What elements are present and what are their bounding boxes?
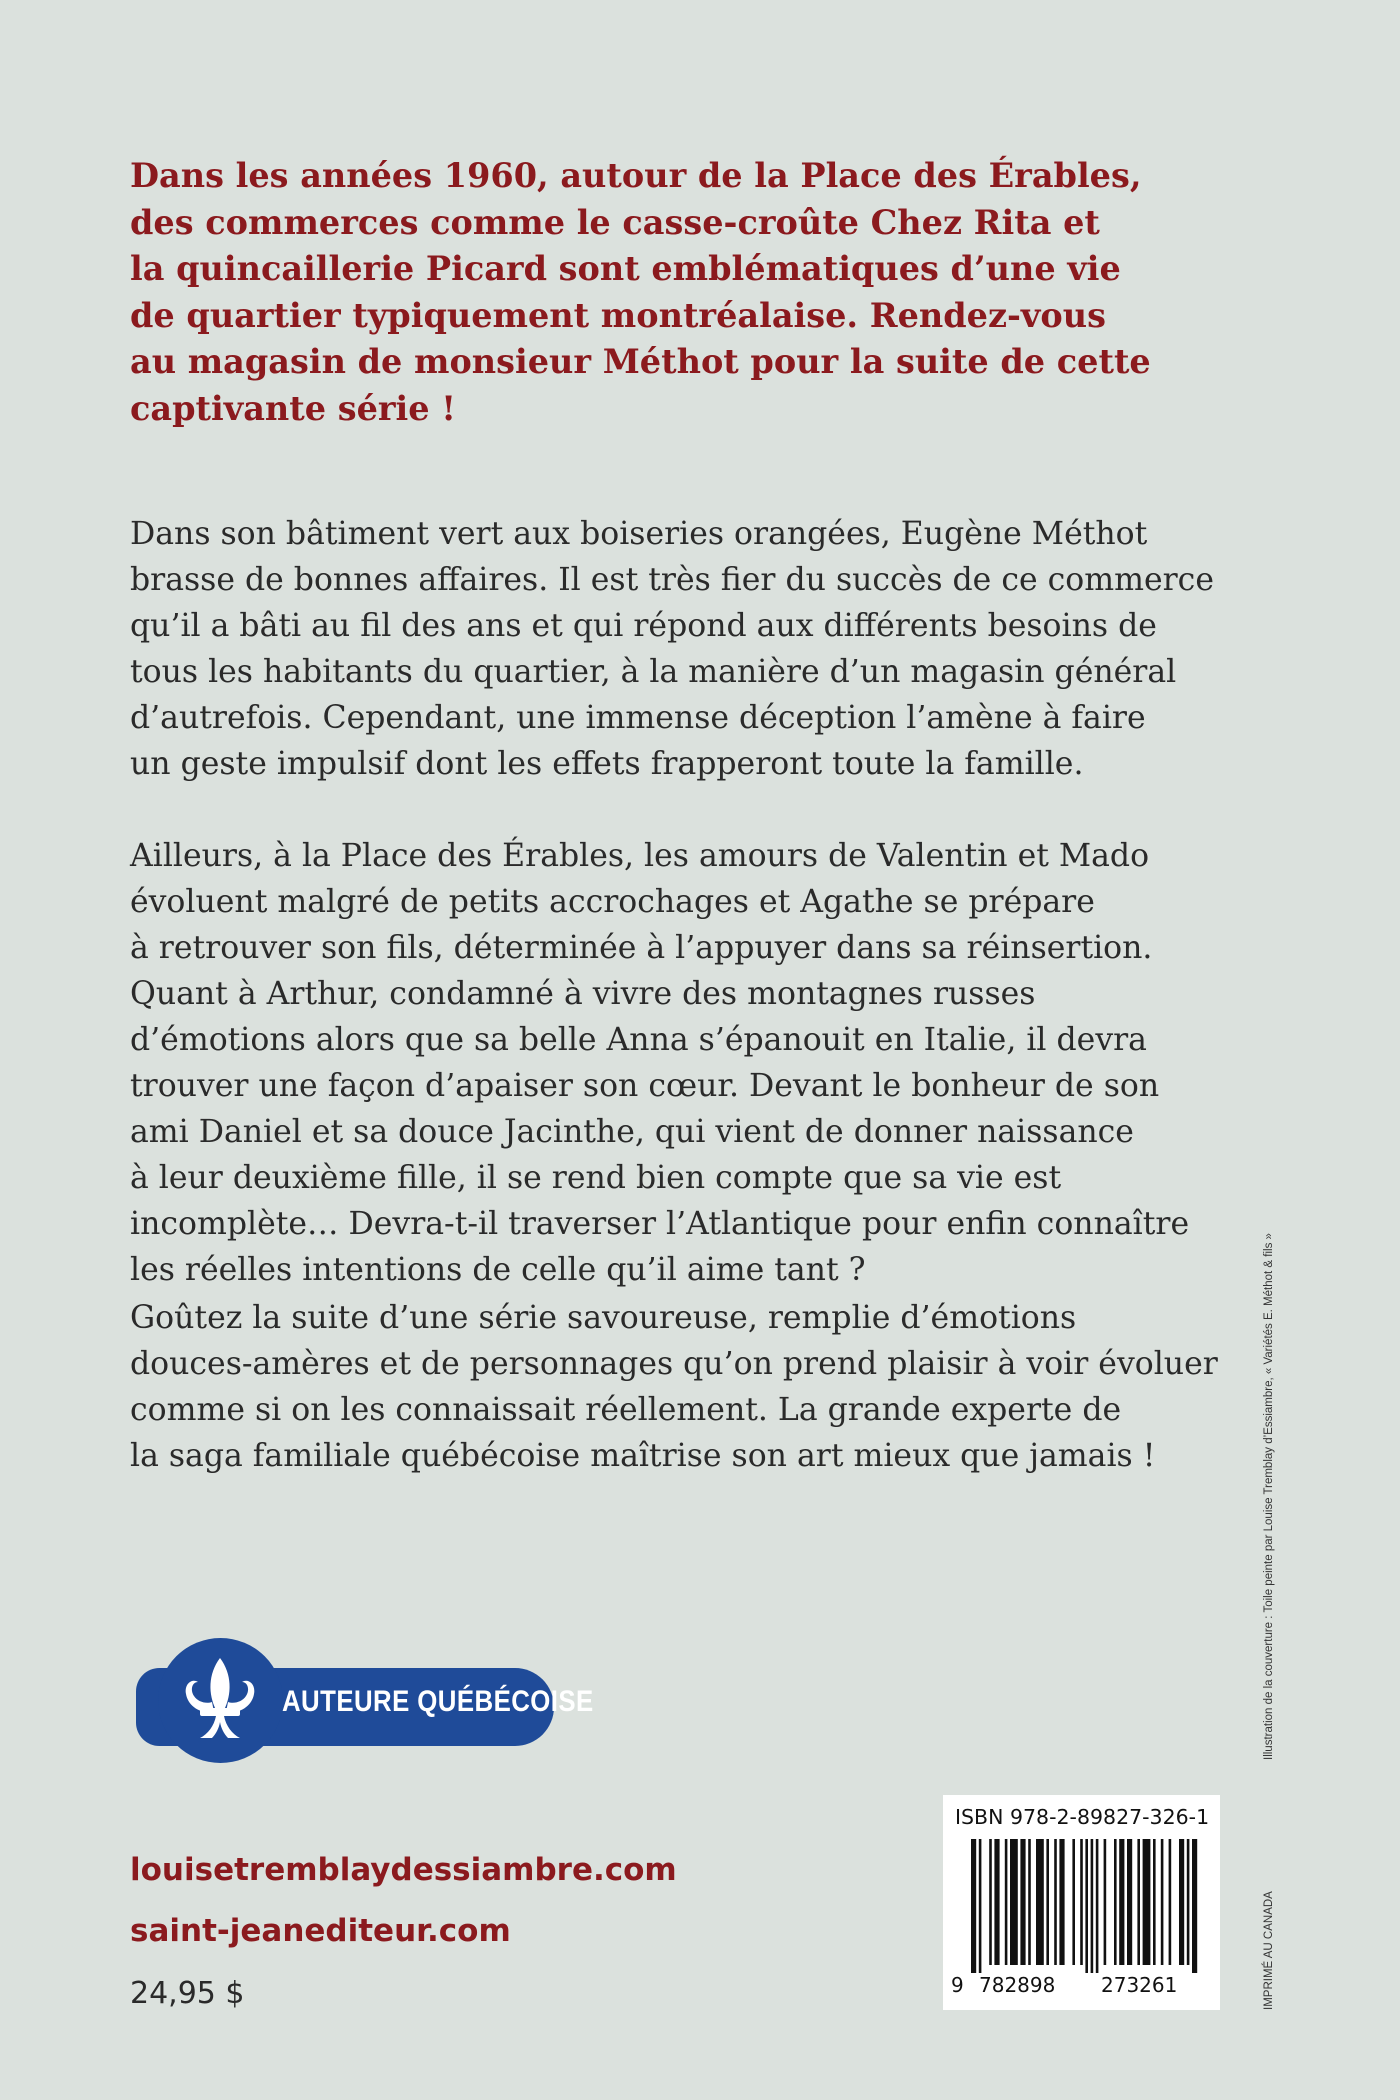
tagline-line: captivante série !: [130, 388, 456, 428]
barcode-digit-group: 9: [951, 1973, 964, 1997]
barcode-bar: [1104, 1839, 1107, 1965]
barcode-bar: [1059, 1839, 1064, 1965]
price: 24,95 $: [130, 1976, 245, 2011]
barcode-digit-group: 782898: [979, 1973, 1056, 1997]
isbn-barcode: [943, 1795, 1220, 2010]
barcode-bar: [1091, 1839, 1094, 1973]
barcode-bar: [1127, 1839, 1132, 1965]
tagline-line: la quincaillerie Picard sont emblématiques d’une vie: [130, 249, 1121, 288]
barcode-bar: [979, 1839, 982, 1973]
barcode-bar: [994, 1839, 999, 1965]
barcode-bar: [1080, 1839, 1083, 1965]
barcode-bar: [1085, 1839, 1088, 1973]
isbn-label: ISBN 978-2-89827-326-1: [955, 1805, 1210, 1829]
summary-paragraph-3: [130, 1295, 1218, 1479]
barcode-bar: [1046, 1839, 1049, 1965]
paragraph-line: trouver une façon d’apaiser son cœur. Devant le bonheur de son: [130, 1068, 1160, 1104]
tagline-line: des commerces comme le casse-croûte Chez Rita et: [130, 202, 1100, 242]
paragraph-line: qu’il a bâti au fil des ans et qui répond aux différents besoins de: [130, 608, 1157, 644]
barcode-bar: [1010, 1839, 1018, 1965]
paragraph-line: brasse de bonnes affaires. Il est très fier du succès de ce commerce: [130, 562, 1214, 598]
paragraph-line: à leur deuxième fille, il se rend bien compte que sa vie est: [130, 1160, 1062, 1196]
barcode-bar: [1096, 1839, 1099, 1973]
paragraph-line: la saga familiale québécoise maîtrise son art mieux que jamais !: [130, 1438, 1156, 1474]
paragraph-line: Dans son bâtiment vert aux boiseries orangées, Eugène Méthot: [130, 516, 1148, 552]
barcode-bar: [1161, 1839, 1164, 1965]
paragraph-line: d’autrefois. Cependant, une immense déception l’amène à faire: [130, 700, 1146, 736]
badge-label: AUTEURE QUÉBÉCOISE: [282, 1685, 594, 1718]
paragraph-line: tous les habitants du quartier, à la manière d’un magasin général: [130, 654, 1177, 690]
paragraph-line: ami Daniel et sa douce Jacinthe, qui vient de donner naissance: [130, 1114, 1134, 1150]
paragraph-line: Quant à Arthur, condamné à vivre des montagnes russes: [130, 976, 1036, 1012]
paragraph-line: douces-amères et de personnages qu’on prend plaisir à voir évoluer: [130, 1346, 1218, 1382]
barcode-bar: [1020, 1839, 1025, 1965]
paragraph-line: comme si on les connaissait réellement. La grande experte de: [130, 1392, 1122, 1428]
barcode-digit-group: 273261: [1101, 1973, 1178, 1997]
barcode-bar: [1054, 1839, 1057, 1965]
paragraph-line: les réelles intentions de celle qu’il aime tant ?: [130, 1252, 866, 1288]
summary-paragraph-2: [130, 833, 1190, 1293]
author-website-link[interactable]: louisetremblaydessiambre.com: [130, 1852, 677, 1888]
barcode-bar: [1137, 1839, 1140, 1965]
barcode-bar: [1114, 1839, 1117, 1965]
paragraph-line: un geste impulsif dont les effets frapperont toute la famille.: [130, 746, 1084, 782]
cover-illustration-credit: Illustration de la couverture : Toile peinte par Louise Tremblay d’Essiambre, « Variétés E. Méthot & fils »: [1263, 1233, 1275, 1760]
barcode-bar: [989, 1839, 992, 1965]
paragraph-line: incomplète… Devra-t-il traverser l’Atlantique pour enfin connaître: [130, 1206, 1190, 1242]
barcode-bar: [1143, 1839, 1151, 1965]
barcode-bar: [1169, 1839, 1172, 1965]
barcode-bar: [1179, 1839, 1184, 1965]
summary-paragraph-1: [130, 511, 1214, 787]
publisher-website-link[interactable]: saint-jeanediteur.com: [130, 1913, 511, 1949]
barcode-bar: [1028, 1839, 1031, 1965]
tagline: [130, 153, 1151, 432]
barcode-bars: [951, 1839, 1213, 1973]
tagline-line: Dans les années 1960, autour de la Place des Érables,: [130, 156, 1142, 195]
tagline-line: de quartier typiquement montréalaise. Rendez-vous: [130, 295, 1106, 335]
barcode-bar: [1192, 1839, 1197, 1973]
paragraph-line: évoluent malgré de petits accrochages et Agathe se prépare: [130, 884, 1095, 920]
fleur-de-lis-icon: [158, 1638, 283, 1763]
barcode-bar: [1119, 1839, 1124, 1965]
barcode-bar: [971, 1839, 976, 1973]
printed-in-canada: IMPRIMÉ AU CANADA: [1263, 1891, 1275, 2010]
barcode-bar: [1153, 1839, 1156, 1965]
paragraph-line: d’émotions alors que sa belle Anna s’épanouit en Italie, il devra: [130, 1022, 1147, 1058]
barcode-bar: [1005, 1839, 1008, 1965]
tagline-line: au magasin de monsieur Méthot pour la suite de cette: [130, 342, 1151, 381]
paragraph-line: Ailleurs, à la Place des Érables, les amours de Valentin et Mado: [130, 838, 1150, 874]
barcode-bar: [1036, 1839, 1044, 1965]
paragraph-line: Goûtez la suite d’une série savoureuse, remplie d’émotions: [130, 1300, 1077, 1336]
barcode-bar: [1072, 1839, 1075, 1965]
barcode-bar: [1187, 1839, 1190, 1965]
paragraph-line: à retrouver son fils, déterminée à l’appuyer dans sa réinsertion.: [130, 930, 1153, 966]
